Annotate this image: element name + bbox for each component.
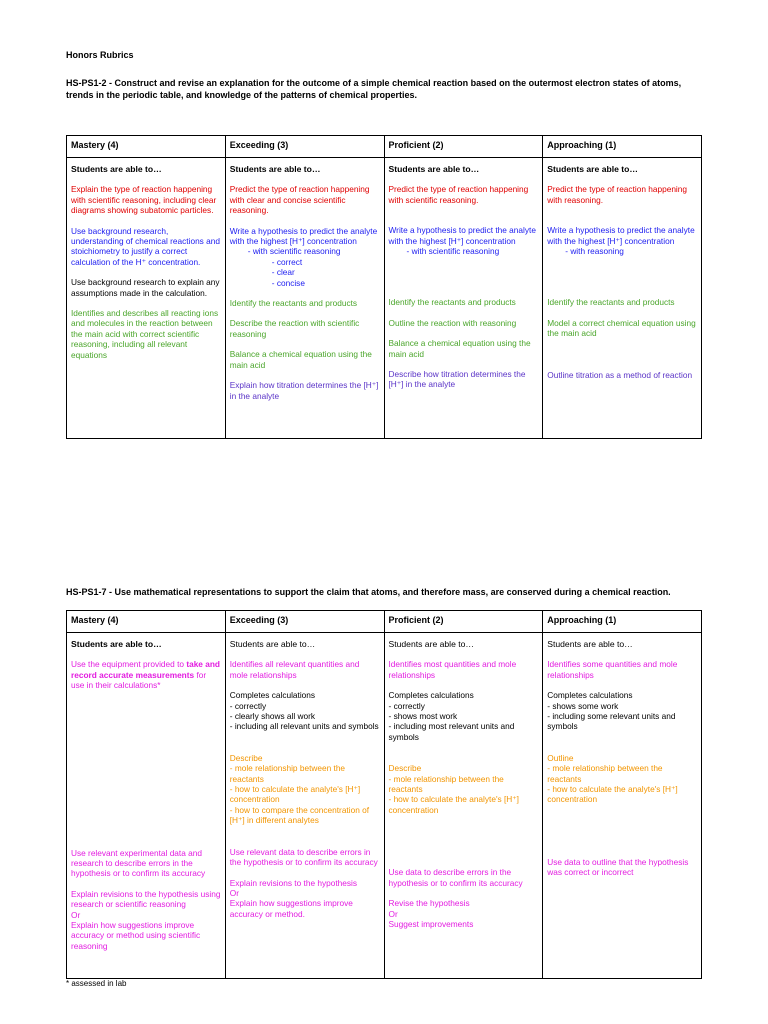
- standard-2-description: - Use mathematical representations to support the claim that atoms, and therefore mass, are conserved during a chemical reaction.: [106, 587, 671, 597]
- criterion-text: Describe how titration determines the [H⁺] in the analyte: [388, 369, 526, 390]
- criterion-bullet: - with scientific reasoning: [247, 246, 341, 257]
- rubric-body-row: [67, 158, 702, 439]
- criterion-text: Predict the type of reaction happening with reasoning.: [547, 184, 688, 205]
- criterion-bullet: - with scientific reasoning: [406, 246, 500, 257]
- cell-subheader: Students are able to…: [547, 164, 638, 174]
- criterion-text: Identify the reactants and products: [229, 298, 358, 309]
- standard-1-code: HS-PS1-2: [66, 78, 107, 88]
- standard-2: [66, 586, 702, 598]
- criterion-text: Completes calculations - correctly - clearly shows all work - including all relevant units and symbols: [229, 690, 379, 732]
- criterion-text: Use relevant data to describe errors in the hypothesis or to confirm its accuracy: [229, 846, 378, 868]
- criterion-text: Predict the type of reaction happening with clear and concise scientific reasoning.: [229, 184, 370, 216]
- criterion-text: Explain the type of reaction happening with scientific reasoning, including clear diagrams showing subatomic particles.: [71, 184, 217, 216]
- header-mastery: Mastery (4): [67, 136, 226, 158]
- criterion-text: Identify the reactants and products: [547, 297, 675, 308]
- cell-subheader: Students are able to…: [388, 639, 475, 649]
- criterion-text: Identify the reactants and products: [388, 297, 516, 308]
- criterion-text: Revise the hypothesis Or Suggest improvements: [388, 898, 474, 929]
- criterion-text: Use data to describe errors in the hypothesis or to confirm its accuracy: [388, 867, 523, 888]
- cell-approaching: [543, 633, 702, 979]
- header-mastery: Mastery (4): [67, 611, 226, 633]
- criterion-text: Explain revisions to the hypothesis using research or scientific reasoning Or Explain how suggestions improve accuracy or method using scientific reasoning: [71, 888, 221, 951]
- cell-subheader: Students are able to…: [229, 164, 321, 174]
- criterion-text: Identifies all relevant quantities and mole relationships: [229, 659, 360, 680]
- criterion-bullet: - with reasoning: [565, 246, 624, 257]
- criterion-text: Describe - mole relationship between the reactants - how to calculate the analyte's [H⁺] concentration: [388, 763, 519, 815]
- criterion-text: Model a correct chemical equation using the main acid: [547, 317, 696, 339]
- rubric-table-1: [66, 135, 702, 439]
- criterion-part: for use in their calculations*: [71, 669, 207, 691]
- criterion-text: Explain revisions to the hypothesis Or Explain how suggestions improve accuracy or method.: [229, 877, 358, 919]
- header-exceeding: Exceeding (3): [225, 611, 384, 633]
- criterion-text: Describe - mole relationship between the reactants - how to calculate the analyte's [H⁺] concentration - how to compare the concentration of [H⁺] in different analytes: [229, 752, 370, 826]
- rubric-header-row: [67, 136, 702, 158]
- standard-2-code: HS-PS1-7: [66, 587, 107, 597]
- criterion-text: Write a hypothesis to predict the analyte with the highest [H⁺] concentration: [388, 225, 536, 246]
- standard-1-description: - Construct and revise an explanation for the outcome of a simple chemical reaction based on the outermost electron states of atoms, trends in the periodic table, and knowledge of the patterns of chemical properties.: [66, 78, 682, 100]
- criterion-text: Identifies most quantities and mole relationships: [388, 659, 517, 680]
- cell-subheader: Students are able to…: [71, 164, 162, 174]
- criterion-text: [71, 659, 221, 690]
- cell-mastery: [67, 633, 226, 979]
- criterion-text: Use background research to explain any assumptions made in the calculation.: [71, 277, 220, 298]
- cell-exceeding: [225, 633, 384, 979]
- header-approaching: Approaching (1): [543, 136, 702, 158]
- cell-proficient: [384, 158, 543, 439]
- rubric-body-row: [67, 633, 702, 979]
- criterion-text: Balance a chemical equation using the main acid: [388, 338, 531, 359]
- header-exceeding: Exceeding (3): [225, 136, 384, 158]
- criterion-text: Describe the reaction with scientific reasoning: [229, 318, 360, 339]
- criterion-subbullet: - clear: [271, 267, 295, 278]
- criterion-emphasis: take and record accurate measurements: [71, 659, 220, 680]
- doc-title: Honors Rubrics: [66, 50, 134, 60]
- criterion-text: Outline - mole relationship between the reactants - how to calculate the analyte's [H⁺] concentration: [547, 752, 678, 805]
- document: [66, 50, 702, 988]
- cell-subheader: Students are able to…: [547, 639, 633, 649]
- cell-proficient: [384, 633, 543, 979]
- cell-exceeding: [225, 158, 384, 439]
- criterion-text: Use relevant experimental data and research to describe errors in the hypothesis or to confirm its accuracy: [71, 847, 206, 879]
- criterion-text: Explain how titration determines the [H⁺] in the analyte: [229, 380, 379, 401]
- criterion-text: Identifies some quantities and mole relationships: [547, 659, 678, 680]
- criterion-part: Use the equipment provided to: [71, 659, 187, 670]
- cell-subheader: Students are able to…: [71, 639, 162, 649]
- footnote: * assessed in lab: [66, 979, 127, 988]
- rubric-header-row: [67, 611, 702, 633]
- header-approaching: Approaching (1): [543, 611, 702, 633]
- criterion-text: Completes calculations - correctly - shows most work - including most relevant units and symbols: [388, 690, 515, 742]
- criterion-text: Use data to outline that the hypothesis was correct or incorrect: [547, 856, 689, 878]
- criterion-text: Outline the reaction with reasoning: [388, 317, 517, 328]
- criterion-subbullet: - correct: [271, 256, 303, 267]
- criterion-text: Write a hypothesis to predict the analyte with the highest [H⁺] concentration: [547, 225, 695, 246]
- cell-subheader: Students are able to…: [388, 164, 480, 174]
- criterion-text: Outline titration as a method of reaction: [547, 369, 693, 380]
- header-proficient: Proficient (2): [384, 136, 543, 158]
- criterion-text: Identifies and describes all reacting ions and molecules in the reaction between the main acid with correct scientific reasoning, including all relevant equations: [71, 308, 219, 360]
- rubric-table-2: [66, 610, 702, 979]
- header-proficient: Proficient (2): [384, 611, 543, 633]
- criterion-text: Predict the type of reaction happening with scientific reasoning.: [388, 184, 529, 205]
- criterion-text: Write a hypothesis to predict the analyte with the highest [H⁺] concentration: [229, 225, 378, 247]
- cell-subheader: Students are able to…: [229, 639, 316, 649]
- criterion-text: Completes calculations - shows some work - including some relevant units and symbols: [547, 690, 676, 732]
- cell-approaching: [543, 158, 702, 439]
- criterion-subbullet: - concise: [271, 277, 305, 288]
- criterion-text: Use background research, understanding of chemical reactions and stoichiometry to justify a correct calculation of the H⁺ concentration.: [71, 225, 220, 267]
- criterion-text: Balance a chemical equation using the main acid: [229, 349, 372, 370]
- cell-mastery: [67, 158, 226, 439]
- standard-1: [66, 77, 702, 101]
